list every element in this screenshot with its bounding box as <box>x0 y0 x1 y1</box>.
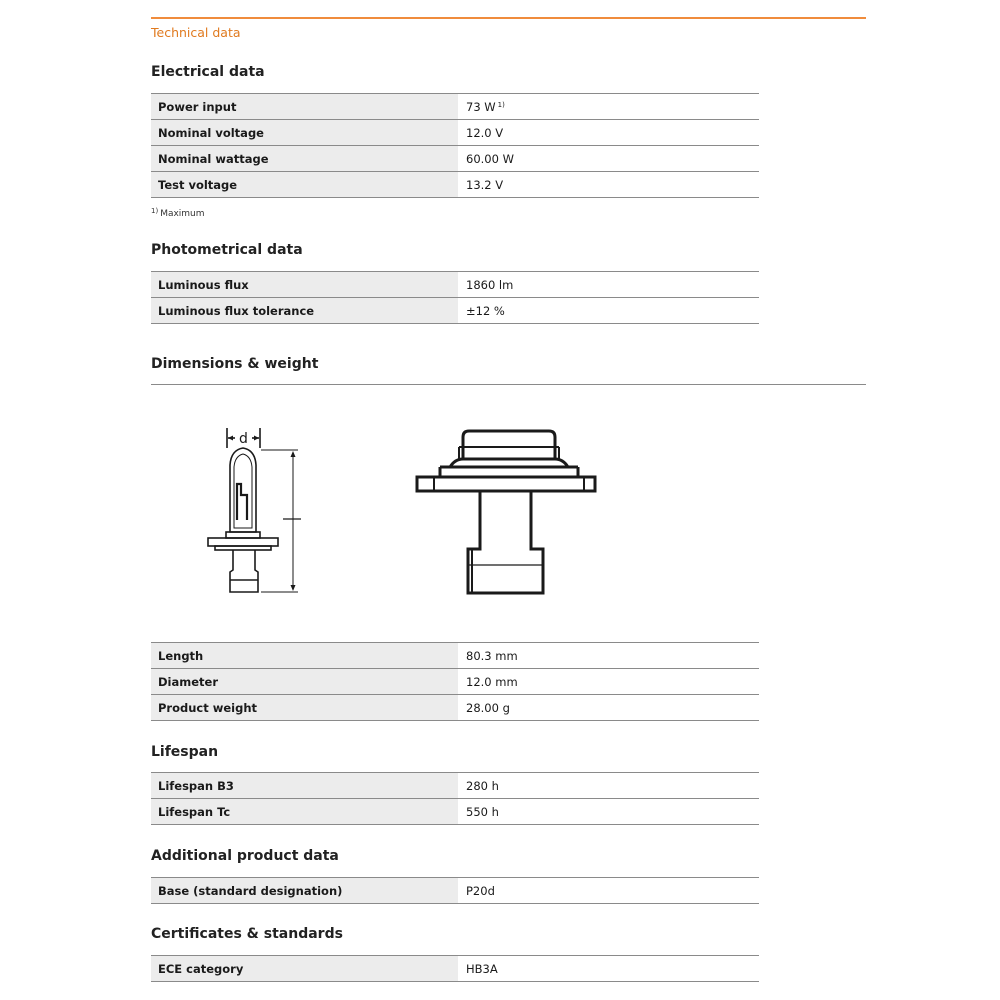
photometrical-heading: Photometrical data <box>151 242 303 258</box>
table-row <box>151 956 759 982</box>
d-dimension-label: d <box>239 431 248 447</box>
row-value: 550 h <box>458 799 759 825</box>
value-text: 73 W <box>466 99 496 114</box>
additional-table <box>151 877 759 904</box>
row-value: P20d <box>458 878 759 904</box>
header-accent-line <box>151 17 866 19</box>
row-label: Base (standard designation) <box>151 878 458 904</box>
row-label: Luminous flux <box>151 272 458 298</box>
row-value: 280 h <box>458 773 759 799</box>
table-row <box>151 172 759 198</box>
section-tag: Technical data <box>151 25 241 40</box>
row-label: Lifespan B3 <box>151 773 458 799</box>
row-value: 1860 lm <box>458 272 759 298</box>
lifespan-table <box>151 772 759 825</box>
row-label: Luminous flux tolerance <box>151 298 458 324</box>
row-label: Power input <box>151 94 458 120</box>
bulb-side-drawing <box>195 420 310 605</box>
base-detail-drawing <box>410 425 605 600</box>
row-label: Length <box>151 643 458 669</box>
lifespan-heading: Lifespan <box>151 744 219 760</box>
dimensions-table <box>151 642 759 721</box>
row-label: Lifespan Tc <box>151 799 458 825</box>
table-row <box>151 799 759 825</box>
row-label: Test voltage <box>151 172 458 198</box>
row-label: Nominal wattage <box>151 146 458 172</box>
table-row <box>151 695 759 721</box>
electrical-heading: Electrical data <box>151 64 265 80</box>
footnote-text: Maximum <box>160 209 205 219</box>
photometrical-table <box>151 271 759 324</box>
table-row <box>151 120 759 146</box>
footnote-ref: 1) <box>497 100 505 109</box>
section-divider <box>151 384 866 385</box>
row-label: Product weight <box>151 695 458 721</box>
row-value: 60.00 W <box>458 146 759 172</box>
footnote-mark: 1) <box>151 207 159 215</box>
row-value: 12.0 V <box>458 120 759 146</box>
row-label: Diameter <box>151 669 458 695</box>
dimensions-heading: Dimensions & weight <box>151 356 319 372</box>
table-row <box>151 146 759 172</box>
table-row <box>151 878 759 904</box>
table-row <box>151 94 759 120</box>
table-row <box>151 669 759 695</box>
table-row <box>151 298 759 324</box>
row-value: 28.00 g <box>458 695 759 721</box>
table-row <box>151 773 759 799</box>
row-value <box>458 94 759 120</box>
additional-heading: Additional product data <box>151 848 339 864</box>
row-value: 80.3 mm <box>458 643 759 669</box>
certificates-table <box>151 955 759 982</box>
certificates-heading: Certificates & standards <box>151 926 343 942</box>
electrical-table <box>151 93 759 198</box>
table-row <box>151 643 759 669</box>
table-row <box>151 272 759 298</box>
row-label: Nominal voltage <box>151 120 458 146</box>
row-value: ±12 % <box>458 298 759 324</box>
row-label: ECE category <box>151 956 458 982</box>
row-value: 12.0 mm <box>458 669 759 695</box>
row-value: 13.2 V <box>458 172 759 198</box>
footnote <box>151 207 205 219</box>
row-value: HB3A <box>458 956 759 982</box>
